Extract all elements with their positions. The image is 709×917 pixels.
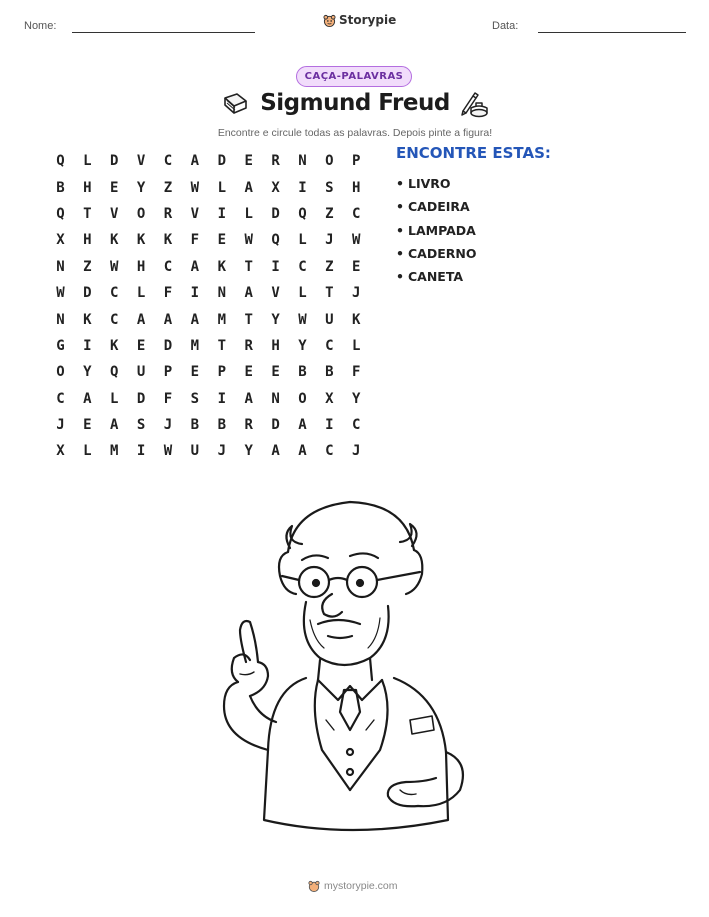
grid-letter[interactable]: Y (83, 364, 92, 381)
grid-letter[interactable]: K (83, 311, 92, 328)
grid-letter[interactable]: Z (325, 258, 334, 275)
grid-letter[interactable]: A (190, 311, 200, 328)
grid-letter[interactable]: J (56, 417, 65, 434)
grid-letter[interactable]: T (244, 258, 253, 275)
grid-letter[interactable]: Y (352, 390, 361, 407)
name-field-line[interactable] (72, 32, 255, 33)
grid-letter[interactable]: O (56, 364, 65, 381)
grid-letter[interactable]: W (244, 232, 253, 249)
grid-letter[interactable]: N (298, 153, 307, 170)
grid-letter[interactable]: B (217, 417, 226, 434)
grid-letter[interactable]: C (163, 153, 173, 170)
grid-letter[interactable]: O (325, 153, 334, 170)
grid-row (47, 148, 370, 174)
grid-row (47, 412, 370, 438)
grid-row (47, 227, 370, 253)
grid-letter[interactable]: E (244, 364, 253, 381)
grid-letter[interactable]: M (190, 337, 200, 354)
grid-letter[interactable]: V (190, 205, 200, 222)
grid-letter[interactable]: X (56, 232, 65, 249)
grid-letter[interactable]: X (56, 443, 65, 460)
grid-letter[interactable]: C (352, 417, 361, 434)
grid-letter[interactable]: B (190, 417, 200, 434)
grid-letter[interactable]: H (83, 179, 92, 196)
grid-letter[interactable]: W (352, 232, 361, 249)
grid-letter[interactable]: J (325, 232, 334, 249)
grid-letter[interactable]: U (325, 311, 334, 328)
grid-letter[interactable]: Q (110, 364, 119, 381)
grid-letter[interactable]: M (110, 443, 119, 460)
grid-letter[interactable]: E (352, 258, 361, 275)
grid-letter[interactable]: C (298, 258, 307, 275)
grid-letter[interactable]: F (190, 232, 200, 249)
grid-row (47, 438, 370, 464)
grid-letter[interactable]: Z (325, 205, 334, 222)
grid-letter[interactable]: A (298, 443, 307, 460)
grid-letter[interactable]: E (244, 153, 253, 170)
grid-letter[interactable]: P (352, 153, 361, 170)
grid-letter[interactable]: X (271, 179, 280, 196)
grid-letter[interactable]: P (163, 364, 173, 381)
grid-letter[interactable]: B (56, 179, 65, 196)
grid-letter[interactable]: R (244, 417, 253, 434)
grid-letter[interactable]: W (56, 285, 65, 302)
grid-letter[interactable]: T (244, 311, 253, 328)
grid-letter[interactable]: E (136, 337, 146, 354)
grid-letter[interactable]: Y (244, 443, 253, 460)
grid-letter[interactable]: V (271, 285, 280, 302)
grid-letter[interactable]: L (217, 179, 226, 196)
grid-letter[interactable]: W (298, 311, 307, 328)
grid-letter[interactable]: S (325, 179, 334, 196)
grid-letter[interactable]: N (56, 311, 65, 328)
grid-letter[interactable]: F (163, 285, 173, 302)
grid-letter[interactable]: C (163, 258, 173, 275)
grid-row (47, 333, 370, 359)
grid-letter[interactable]: I (190, 285, 200, 302)
word-list-item (396, 265, 476, 288)
grid-letter[interactable]: D (217, 153, 226, 170)
grid-letter[interactable]: K (163, 232, 173, 249)
category-badge: CAÇA-PALAVRAS (296, 66, 412, 87)
grid-row (47, 386, 370, 412)
grid-letter[interactable]: T (325, 285, 334, 302)
grid-letter[interactable]: L (136, 285, 146, 302)
grid-letter[interactable]: H (271, 337, 280, 354)
word-list-item (396, 195, 476, 218)
grid-letter[interactable]: A (244, 390, 253, 407)
grid-letter[interactable]: J (352, 285, 361, 302)
grid-letter[interactable]: A (244, 179, 253, 196)
grid-letter[interactable]: A (244, 285, 253, 302)
footer-url[interactable]: mystorypie.com (324, 880, 398, 892)
grid-letter[interactable]: A (190, 153, 200, 170)
grid-letter[interactable]: E (110, 179, 119, 196)
grid-letter[interactable]: L (352, 337, 361, 354)
grid-row (47, 306, 370, 332)
grid-letter[interactable]: P (217, 364, 226, 381)
word-label: CANETA (408, 269, 464, 285)
grid-letter[interactable]: A (298, 417, 307, 434)
grid-letter[interactable]: D (163, 337, 173, 354)
brand (323, 13, 396, 27)
grid-letter[interactable]: X (325, 390, 334, 407)
brand-name: Storypie (339, 13, 397, 27)
grid-letter[interactable]: R (163, 205, 173, 222)
grid-letter[interactable]: F (352, 364, 361, 381)
freud-coloring-illustration (210, 490, 500, 852)
grid-letter[interactable]: J (352, 443, 361, 460)
grid-letter[interactable]: D (271, 417, 280, 434)
grid-letter[interactable]: D (83, 285, 92, 302)
grid-letter[interactable]: L (298, 285, 307, 302)
grid-letter[interactable]: I (83, 337, 92, 354)
grid-letter[interactable]: S (190, 390, 200, 407)
grid-letter[interactable]: D (136, 390, 146, 407)
grid-letter[interactable]: Q (56, 205, 65, 222)
word-list (396, 172, 476, 288)
grid-letter[interactable]: Y (298, 337, 307, 354)
grid-row (47, 280, 370, 306)
date-field-line[interactable] (538, 32, 686, 33)
grid-letter[interactable]: A (83, 390, 92, 407)
grid-letter[interactable]: I (298, 179, 307, 196)
grid-letter[interactable]: A (271, 443, 280, 460)
grid-letter[interactable]: K (110, 232, 119, 249)
grid-letter[interactable]: E (271, 364, 280, 381)
storypie-logo-icon (308, 880, 320, 892)
grid-letter[interactable]: G (56, 337, 65, 354)
grid-letter[interactable]: E (190, 364, 200, 381)
bullet: • (396, 222, 404, 238)
grid-letter[interactable]: Q (56, 153, 65, 170)
grid-letter[interactable]: I (217, 205, 226, 222)
grid-letter[interactable]: L (110, 390, 119, 407)
grid-letter[interactable]: I (136, 443, 146, 460)
grid-letter[interactable]: L (244, 205, 253, 222)
grid-letter[interactable]: Y (271, 311, 280, 328)
grid-letter[interactable]: O (298, 390, 307, 407)
grid-letter[interactable]: I (271, 258, 280, 275)
grid-letter[interactable]: Q (271, 232, 280, 249)
word-search-grid[interactable] (47, 148, 370, 465)
grid-letter[interactable]: E (83, 417, 92, 434)
bullet: • (396, 269, 404, 285)
grid-letter[interactable]: C (56, 390, 65, 407)
grid-letter[interactable]: C (110, 311, 119, 328)
grid-letter[interactable]: B (325, 364, 334, 381)
grid-row (47, 359, 370, 385)
grid-letter[interactable]: H (352, 179, 361, 196)
grid-letter[interactable]: C (352, 205, 361, 222)
grid-letter[interactable]: U (136, 364, 146, 381)
grid-letter[interactable]: T (83, 205, 92, 222)
grid-letter[interactable]: S (136, 417, 146, 434)
grid-letter[interactable]: Z (83, 258, 92, 275)
grid-letter[interactable]: Y (136, 179, 146, 196)
grid-letter[interactable]: D (271, 205, 280, 222)
grid-row (47, 174, 370, 200)
grid-letter[interactable]: A (136, 311, 146, 328)
grid-letter[interactable]: W (110, 258, 119, 275)
grid-letter[interactable]: O (136, 205, 146, 222)
grid-letter[interactable]: E (217, 232, 226, 249)
grid-letter[interactable]: H (83, 232, 92, 249)
grid-letter[interactable]: F (163, 390, 173, 407)
grid-letter[interactable]: N (271, 390, 280, 407)
grid-letter[interactable]: A (190, 258, 200, 275)
word-label: LAMPADA (408, 222, 476, 238)
grid-letter[interactable]: C (110, 285, 119, 302)
grid-letter[interactable]: A (163, 311, 173, 328)
grid-letter[interactable]: U (190, 443, 200, 460)
grid-letter[interactable]: C (325, 337, 334, 354)
grid-letter[interactable]: N (217, 285, 226, 302)
grid-letter[interactable]: I (325, 417, 334, 434)
grid-letter[interactable]: K (217, 258, 226, 275)
bullet: • (396, 246, 404, 262)
date-label: Data: (492, 20, 519, 32)
grid-letter[interactable]: V (110, 205, 119, 222)
grid-letter[interactable]: R (271, 153, 280, 170)
word-list-item (396, 172, 476, 195)
grid-row (47, 254, 370, 280)
inkwell-pen-icon (459, 89, 489, 119)
instructions: Encontre e circule todas as palavras. Depois pinte a figura! (217, 127, 493, 139)
word-list-item (396, 219, 476, 242)
word-label: LIVRO (408, 176, 451, 192)
grid-letter[interactable]: L (298, 232, 307, 249)
grid-letter[interactable]: A (110, 417, 119, 434)
grid-letter[interactable]: Z (163, 179, 173, 196)
grid-letter[interactable]: Q (298, 205, 307, 222)
grid-row (47, 201, 370, 227)
word-list-item (396, 242, 476, 265)
grid-letter[interactable]: M (217, 311, 226, 328)
word-label: CADERNO (408, 246, 477, 262)
word-list-title: ENCONTRE ESTAS: (396, 144, 551, 162)
grid-letter[interactable]: B (298, 364, 307, 381)
grid-letter[interactable]: H (136, 258, 146, 275)
grid-letter[interactable]: V (136, 153, 146, 170)
grid-letter[interactable]: N (56, 258, 65, 275)
grid-letter[interactable]: W (163, 443, 173, 460)
grid-letter[interactable]: J (163, 417, 173, 434)
bullet: • (396, 176, 404, 192)
footer (308, 880, 398, 892)
grid-letter[interactable]: C (325, 443, 334, 460)
grid-letter[interactable]: K (136, 232, 146, 249)
name-label: Nome: (24, 20, 57, 32)
bullet: • (396, 199, 404, 215)
grid-letter[interactable]: L (83, 153, 92, 170)
grid-letter[interactable]: I (217, 390, 226, 407)
grid-letter[interactable]: D (110, 153, 119, 170)
grid-letter[interactable]: R (244, 337, 253, 354)
grid-letter[interactable]: K (352, 311, 361, 328)
storypie-logo-icon (323, 14, 336, 27)
page-title: Sigmund Freud (260, 90, 450, 116)
grid-letter[interactable]: J (217, 443, 226, 460)
grid-letter[interactable]: T (217, 337, 226, 354)
grid-letter[interactable]: K (110, 337, 119, 354)
grid-letter[interactable]: L (83, 443, 92, 460)
grid-letter[interactable]: W (190, 179, 200, 196)
word-label: CADEIRA (408, 199, 470, 215)
